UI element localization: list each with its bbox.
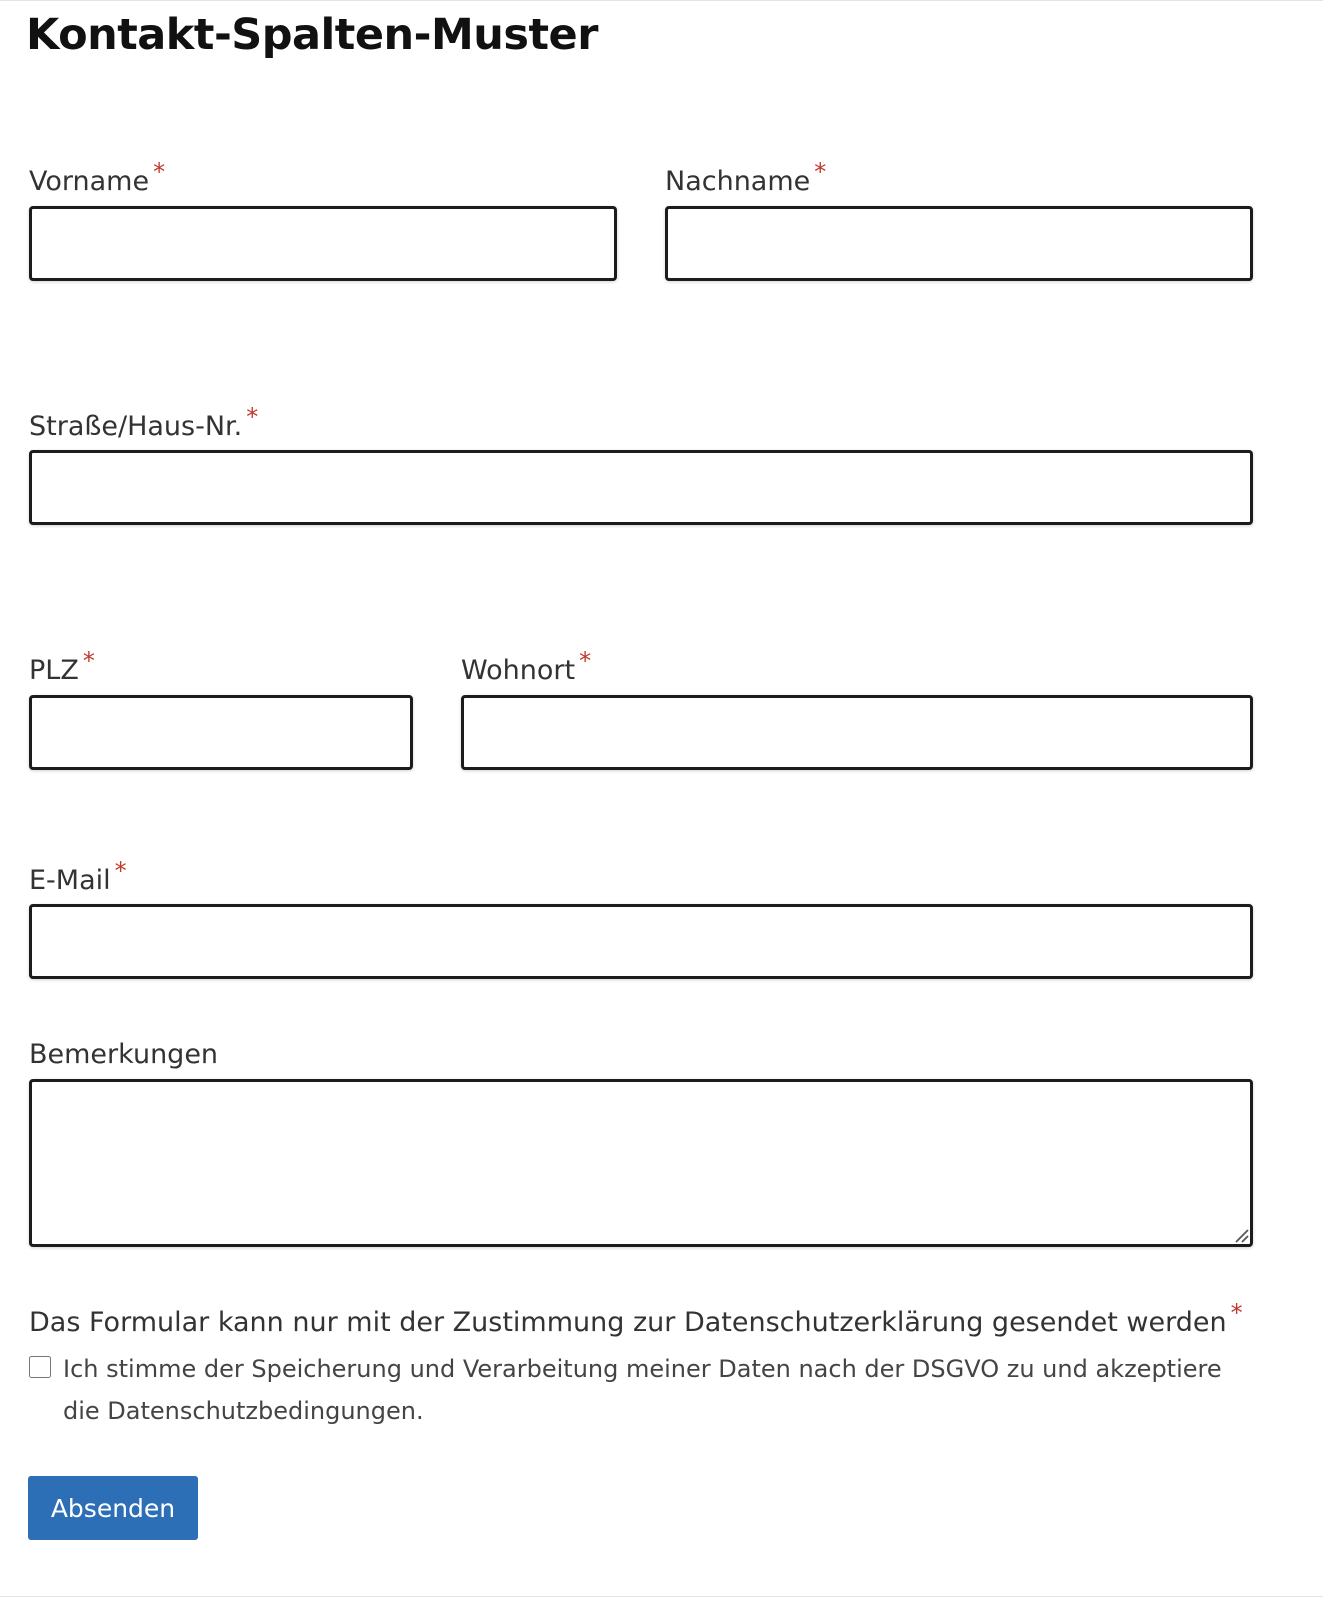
nachname-label: [665, 158, 827, 197]
vorname-label: [29, 158, 166, 197]
consent-checkbox[interactable]: [29, 1356, 51, 1378]
strasse-label: [29, 403, 259, 442]
consent-checkbox-label[interactable]: Ich stimme der Speicherung und Verarbeitung meiner Daten nach der DSGVO zu und akzeptiere die Datenschutzbedingungen.: [63, 1355, 1222, 1425]
submit-button[interactable]: Absenden: [28, 1476, 198, 1540]
vorname-label-text: Vorname: [29, 166, 150, 197]
bemerkungen-textarea[interactable]: [29, 1079, 1253, 1247]
email-input[interactable]: [29, 904, 1253, 979]
email-label-text: E-Mail: [29, 865, 111, 896]
email-label: [29, 857, 127, 896]
plz-label-text: PLZ: [29, 655, 79, 686]
resize-handle-icon[interactable]: [1232, 1226, 1250, 1244]
strasse-required-marker: *: [246, 403, 259, 431]
bemerkungen-label-text: Bemerkungen: [29, 1039, 219, 1070]
wohnort-required-marker: *: [579, 647, 592, 675]
top-divider: [0, 0, 1323, 1]
email-required-marker: *: [114, 857, 127, 885]
nachname-label-text: Nachname: [665, 166, 811, 197]
plz-input[interactable]: [29, 695, 413, 770]
wohnort-input[interactable]: [461, 695, 1253, 770]
vorname-input[interactable]: [29, 206, 617, 281]
plz-required-marker: *: [82, 647, 95, 675]
bemerkungen-wrapper: [29, 1079, 1253, 1247]
nachname-input[interactable]: [665, 206, 1253, 281]
vorname-required-marker: *: [153, 158, 166, 186]
consent-required-marker: *: [1230, 1299, 1243, 1327]
bottom-divider: [0, 1596, 1323, 1597]
consent-title-text: Das Formular kann nur mit der Zustimmung zur Datenschutzerklärung gesendet werden: [29, 1307, 1227, 1338]
bemerkungen-label: [29, 1039, 218, 1070]
wohnort-label: [461, 647, 592, 686]
consent-title: [29, 1299, 1243, 1338]
nachname-required-marker: *: [814, 158, 827, 186]
plz-label: [29, 647, 95, 686]
wohnort-label-text: Wohnort: [461, 655, 576, 686]
strasse-label-text: Straße/Haus-Nr.: [29, 411, 243, 442]
strasse-input[interactable]: [29, 450, 1253, 525]
page-title: Kontakt-Spalten-Muster: [26, 10, 598, 60]
